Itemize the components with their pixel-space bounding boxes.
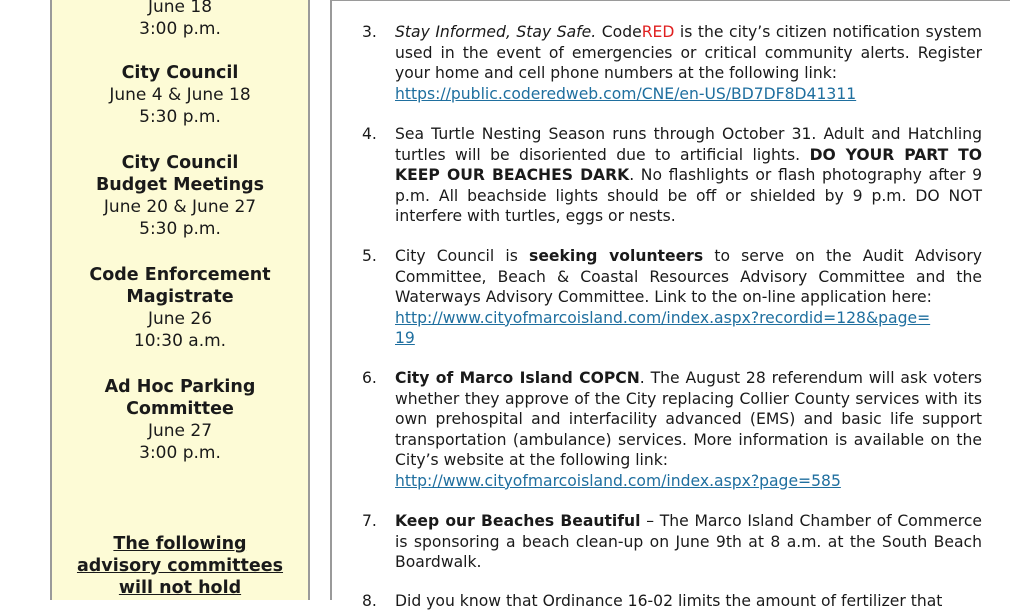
item-text: . The August 28 referendum will ask voters whether they approve of the City replacing Collier County services with its own prehospital and interfacility advanced (EMS) and basic life support transportation (ambulance) services. More information is available on the City’s website at the following link:: [395, 369, 982, 469]
meeting-date: June 27: [147, 421, 213, 441]
item-body: [395, 22, 982, 104]
meeting-date: June 20 & June 27: [103, 197, 257, 217]
meeting-budget: [52, 152, 308, 240]
meeting-city-council: [52, 62, 308, 128]
meeting-time: 3:00 p.m.: [139, 19, 221, 39]
volunteer-link-line-2[interactable]: 19: [395, 329, 415, 347]
item-bold: DO YOUR PART TO KEEP OUR BEACHES DARK: [395, 145, 982, 184]
codered-link[interactable]: https://public.coderedweb.com/CNE/en-US/BD7DF8D41311: [395, 84, 857, 103]
copcn-link[interactable]: http://www.cityofmarcoisland.com/index.aspx?page=585: [395, 471, 841, 490]
item-body: [395, 591, 982, 612]
notice-line-1: The following: [113, 534, 247, 554]
item-text-b: . No flashlights or flash photography after 9 p.m. All beachside lights should be off or shielded by 9 p.m. DO NOT interfere with turtles, eggs or nests.: [395, 166, 982, 225]
meeting-date: June 18: [147, 0, 213, 17]
item-number: 8.: [362, 592, 377, 610]
meeting-time: 5:30 p.m.: [139, 219, 221, 239]
meeting-date: June 4 & June 18: [109, 85, 251, 105]
code-red: RED: [641, 23, 675, 41]
meeting-code-enforcement: [52, 264, 308, 352]
meeting-title: City Council: [121, 63, 239, 83]
list-item: [362, 368, 982, 491]
meeting-time: 5:30 p.m.: [139, 107, 221, 127]
item-bold: seeking volunteers: [529, 247, 704, 265]
item-number: 7.: [362, 512, 377, 530]
item-bold: City of Marco Island COPCN: [395, 369, 640, 387]
meeting-title-1: Code Enforcement: [89, 265, 271, 285]
item-number: 6.: [362, 369, 377, 387]
item-bold: Keep our Beaches Beautiful: [395, 512, 641, 530]
item-number: 3.: [362, 23, 377, 41]
list-item: [362, 511, 982, 573]
meeting-top: [52, 0, 308, 40]
item-number: 5.: [362, 247, 377, 265]
item-text-a: City Council is: [395, 247, 530, 265]
volunteer-link-line-1[interactable]: http://www.cityofmarcoisland.com/index.aspx?recordid=128&page=: [395, 308, 931, 327]
item-number: 4.: [362, 125, 377, 143]
meeting-title-2: Budget Meetings: [95, 175, 265, 195]
item-text: Did you know that Ordinance 16-02 limits the amount of fertilizer that: [395, 592, 943, 610]
notice-line-3: will not hold: [118, 578, 242, 598]
item-italic: Stay Informed, Stay Safe.: [395, 23, 597, 41]
meeting-parking: [52, 376, 308, 464]
list-item: [362, 246, 982, 349]
item-body: [395, 246, 982, 349]
item-text-b: to serve on the Audit Advisory Committee, Beach & Coastal Resources Advisory Committee and the Waterways Advisory Committee. Link to the on-line application here:: [395, 247, 982, 306]
item-body: [395, 124, 982, 227]
item-body: [395, 511, 982, 573]
list-item: [362, 22, 982, 104]
list-item: [362, 124, 982, 227]
news-column: [330, 0, 1010, 610]
meeting-title-2: Committee: [126, 399, 234, 419]
notice-line-2: advisory committees: [76, 556, 284, 576]
meeting-title-1: City Council: [121, 153, 239, 173]
top-divider: [332, 0, 1010, 1]
meeting-time: 10:30 a.m.: [133, 331, 227, 351]
item-text-a: Sea Turtle Nesting Season runs through October 31. Adult and Hatchling turtles will be disoriented due to artificial lights.: [395, 125, 982, 164]
item-body: [395, 368, 982, 491]
meetings-sidebar: [50, 0, 310, 600]
list-item: [362, 591, 982, 612]
item-text: – The Marco Island Chamber of Commerce is sponsoring a beach clean-up on June 9th at 8 a.m. at the South Beach Boardwalk.: [395, 512, 983, 571]
meeting-title-2: Magistrate: [126, 287, 234, 307]
advisory-notice: [52, 533, 308, 599]
meeting-date: June 26: [147, 309, 213, 329]
meeting-time: 3:00 p.m.: [139, 443, 221, 463]
code-prefix: Code: [601, 23, 642, 41]
item-text: is the city’s citizen notification system used in the event of emergencies or critical community alerts. Register your home and cell phone numbers at the following link:: [395, 23, 982, 82]
meeting-title-1: Ad Hoc Parking: [104, 377, 256, 397]
